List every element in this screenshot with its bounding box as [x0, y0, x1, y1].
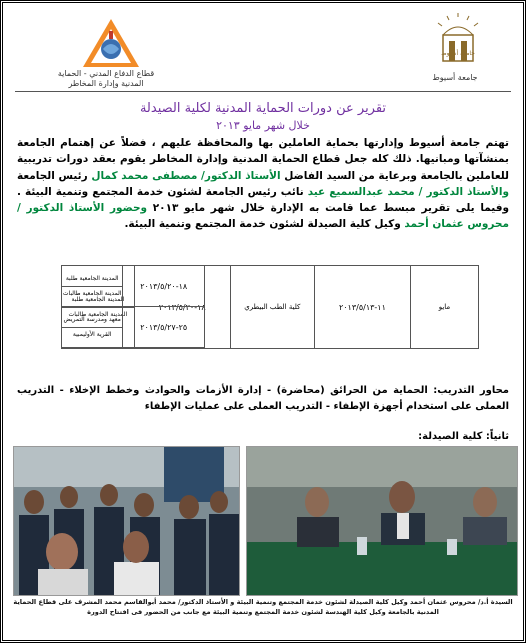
- month-cell: مايو: [410, 266, 478, 349]
- attendee-name: وحضور الأستاذ الدكتور / محروس عثمان أحمد: [17, 202, 509, 231]
- civil-defense-logo: [81, 17, 141, 69]
- date-cell: ١٨-٢٠١٣/٥/٢٠: [134, 266, 230, 349]
- training-text: الحماية من الحرائق (محاضرة) - إدارة الأزمات والحوادث وخطط الإخلاء - التدريب العملى على استخدام أجهزة الإطفاء - التدريب العملى على عمليات الإطفاء: [17, 385, 509, 412]
- university-name: جامعة أسيوط: [432, 73, 478, 82]
- report-title: تقرير عن دورات الحماية المدنية لكلية الصيدلة: [139, 101, 387, 116]
- training-topics: [17, 383, 509, 415]
- intro-paragraph: [17, 135, 509, 233]
- assiut-university-logo: [435, 13, 481, 69]
- group-label: المدينة الجامعية طلبة: [62, 275, 122, 287]
- panel-photo: [246, 446, 518, 596]
- report-subtitle: خلال شهر مايو ٢٠١٣: [216, 119, 310, 132]
- group-label: المدينة الجامعية طالبات: [68, 310, 128, 318]
- college-cell: كلية الطب البيطري: [230, 266, 314, 349]
- date-cell: ١١-٢٠١٣/٥/١٣: [314, 266, 410, 349]
- president-name: الأستاذ الدكتور/ مصطفى محمد كمال: [91, 169, 281, 182]
- intro-text-2: رئيس الجامعة: [17, 169, 92, 182]
- schedule-table-overlay: [61, 265, 205, 348]
- logo-lettering: جامعة أسيوط: [441, 50, 475, 57]
- date-cell: ١٨-٢٠١٣/٥/٢٠: [123, 266, 205, 307]
- group-label: المدينة الجامعية طلبة: [62, 296, 134, 308]
- civil-defense-org-name: [41, 69, 171, 89]
- intro-text-4: وكيل كلية الصيدلة لشئون خدمة المجتمع وتنمية البيئة.: [124, 218, 405, 231]
- group-cell: [62, 307, 123, 348]
- group-label: معهد ومدرسة التمريض: [62, 316, 122, 328]
- org-line-1: قطاع الدفاع المدني - الحماية: [57, 69, 155, 78]
- photo-caption: السيدة أ.د/ محروس عثمان أحمد وكيل كلية الصيدلة لشئون خدمة المجتمع وتنمية البيئة و الأستاذ الدكتور/ محمد أبوالقاسم محمد المشرف على قطاع الحماية المدنية بالجامعة وكيل كلية الهندسة لشئون خدمة المجتمع وتنمية البيئة مع جانب من الحضور فى افتتاح الدورة: [13, 598, 513, 616]
- date-cell: ٢٥-٢٠١٣/٥/٢٧: [123, 307, 205, 348]
- section-second: ثانياً: كلية الصيدلة:: [418, 431, 509, 442]
- header-divider: [15, 91, 511, 92]
- group-cell: [62, 266, 123, 307]
- audience-photo: [13, 446, 240, 596]
- intro-text-1: تهتم جامعة أسيوط وإدارتها بحماية العاملين بها والمحافظة عليهم ، فضلاً عن إهتمام الجامعة بمنشآتها ومبانيها. ذلك كله جعل قطاع الحماية المدنية وإدارة المخاطر يقوم بعقد دورات تدريبية للعاملين بالجامعة وبرعاية من السيد الفاضل: [17, 137, 509, 182]
- group-label: القرية الأوليمبية: [72, 330, 112, 338]
- group-label: المدينة الجامعية طالبات: [62, 289, 122, 297]
- vice-president-name: والأستاذ الدكتور / محمد عبدالسميع عيد: [307, 185, 509, 198]
- org-line-2: المدنية وإدارة المخاطر: [68, 79, 144, 88]
- training-label: محاور التدريب:: [433, 385, 509, 396]
- intro-text-3: نائب رئيس الجامعة لشئون خدمة المجتمع وتنمية البيئة . وفيما يلى تقرير مبسط عما قامت به الإدارة خلال شهر مايو ٢٠١٣: [17, 185, 509, 215]
